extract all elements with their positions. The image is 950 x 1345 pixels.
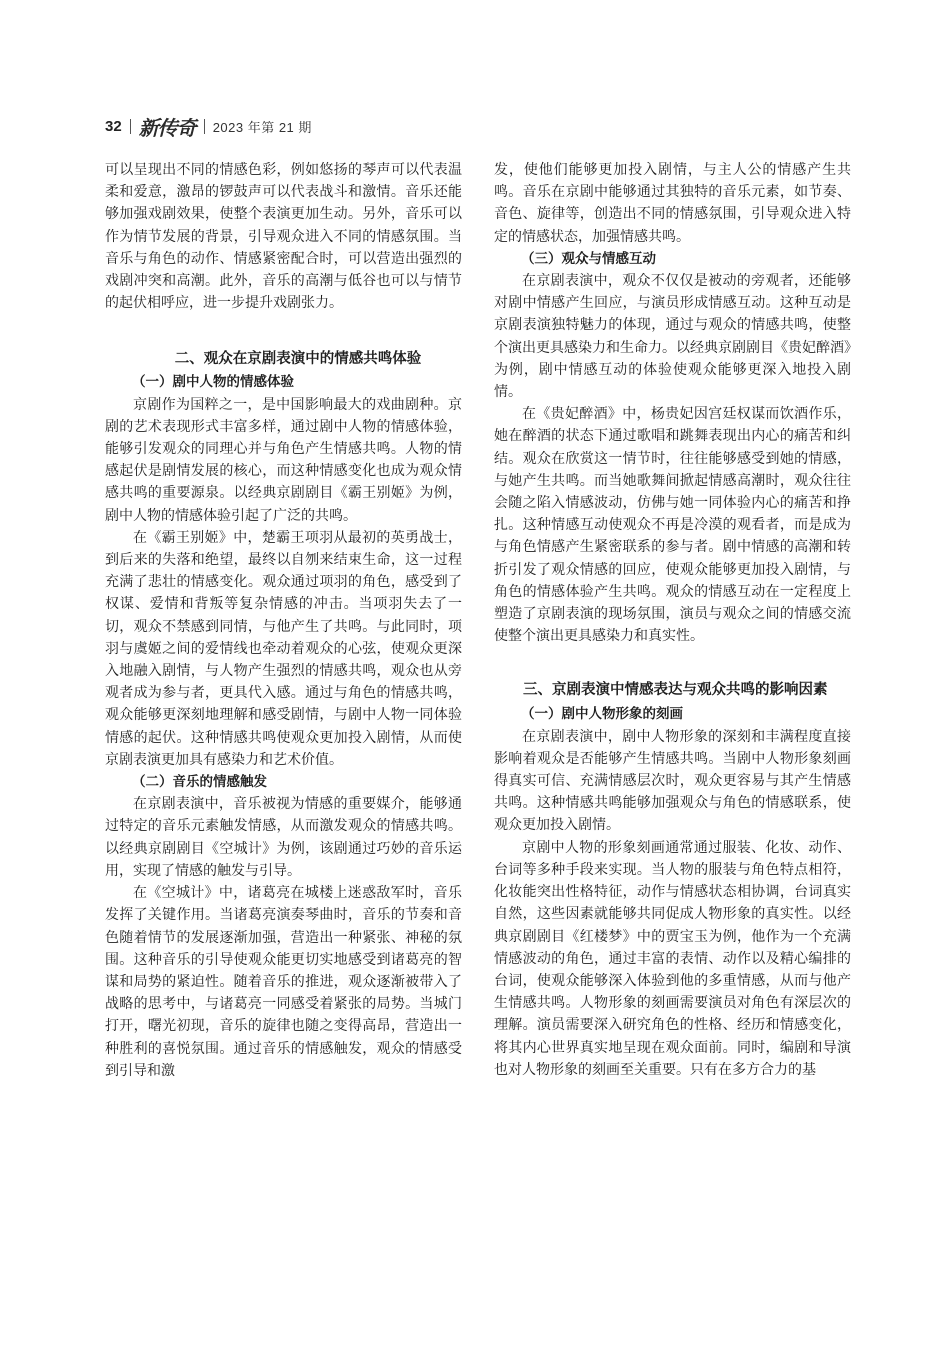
- journal-logo: 新传奇: [138, 115, 196, 140]
- subsection-heading: （一）剧中人物的情感体验: [132, 374, 294, 391]
- header-divider: [130, 119, 131, 134]
- paragraph: 京剧中人物的形象刻画通常通过服装、化妆、动作、台词等多种手段来实现。当人物的服装与角色特点相符，化妆能突出性格特征，动作与情感状态相协调，台词真实自然，这些因素就能够共同促成人物形象的真实性。以经典京剧剧目《红楼梦》中的贾宝玉为例，他作为一个充满情感波动的角色，通过丰富的表情、动作以及精心编排的台词，使观众能够深入体验到他的多重情感，从而与他产生情感共鸣。人物形象的刻画需要演员对角色有深层次的理解。演员需要深入研究角色的性格、经历和情感变化，将其内心世界真实地呈现在观众面前。同时，编剧和导演也对人物形象的刻画至关重要。只有在多方合力的基: [494, 839, 851, 1078]
- section-spacer: [494, 647, 851, 677]
- page-header: [105, 108, 312, 144]
- paragraph: 京剧作为国粹之一，是中国影响最大的戏曲剧种。京剧的艺术表现形式丰富多样，通过剧中人物的情感体验，能够引发观众的同理心并与角色产生情感共鸣。人物的情感起伏是剧情发展的核心，而这种情感变化也成为观众情感共鸣的重要源泉。以经典京剧剧目《霸王别姬》为例，剧中人物的情感体验引起了广泛的共鸣。: [105, 396, 462, 524]
- page-number: 32: [105, 117, 122, 135]
- subsection-heading: （三）观众与情感互动: [521, 250, 656, 267]
- paragraph: 在京剧表演中，观众不仅仅是被动的旁观者，还能够对剧中情感产生回应，与演员形成情感互动。这种互动是京剧表演独特魅力的体现，通过与观众的情感共鸣，使整个演出更具感染力和生命力。以经典京剧剧目《贵妃醉酒》为例，剧中情感互动的体验使观众能够更深入地投入剧情。: [494, 273, 851, 401]
- paragraph: 发，使他们能够更加投入剧情，与主人公的情感产生共鸣。音乐在京剧中能够通过其独特的音乐元素，如节奏、音色、旋律等，创造出不同的情感氛围，引导观众进入特定的情感状态，加强情感共鸣。: [494, 162, 851, 245]
- paragraph: 在《空城计》中，诸葛亮在城楼上迷惑敌军时，音乐发挥了关键作用。当诸葛亮演奏琴曲时，音乐的节奏和音色随着情节的发展逐渐加强，营造出一种紧张、神秘的氛围。这种音乐的引导使观众能更切实地感受到诸葛亮的智谋和局势的紧迫性。随着音乐的推进，观众逐渐被带入了战略的思考中，与诸葛亮一同感受着紧张的局势。当城门打开，曙光初现，音乐的旋律也随之变得高昂，营造出一种胜利的喜悦氛围。通过音乐的情感触发，观众的情感受到引导和激: [105, 885, 462, 1079]
- paragraph: 在京剧表演中，剧中人物形象的深刻和丰满程度直接影响着观众是否能够产生情感共鸣。当剧中人物形象刻画得真实可信、充满情感层次时，观众更容易与其产生情感共鸣。这种情感共鸣能够加强观众与角色的情感联系，使观众更加投入剧情。: [494, 728, 851, 834]
- subsection-heading: （二）音乐的情感触发: [132, 774, 267, 791]
- left-column: [105, 159, 462, 1082]
- section-heading: 二、观众在京剧表演中的情感共鸣体验: [174, 351, 422, 368]
- paragraph: 可以呈现出不同的情感色彩，例如悠扬的琴声可以代表温柔和爱意，激昂的锣鼓声可以代表战斗和激情。音乐还能够加强戏剧效果，使整个表演更加生动。另外，音乐可以作为情节发展的背景，引导观众进入不同的情感氛围。当音乐与角色的动作、情感紧密配合时，可以营造出强烈的戏剧冲突和高潮。此外，音乐的高潮与低谷也可以与情节的起伏相呼应，进一步提升戏剧张力。: [105, 162, 462, 312]
- paragraph: 在京剧表演中，音乐被视为情感的重要媒介，能够通过特定的音乐元素触发情感，从而激发观众的情感共鸣。以经典京剧剧目《空城计》为例，该剧通过巧妙的音乐运用，实现了情感的触发与引导。: [105, 796, 462, 879]
- section-heading: 三、京剧表演中情感表达与观众共鸣的影响因素: [523, 682, 828, 699]
- subsection-heading: （一）剧中人物形象的刻画: [521, 706, 683, 723]
- paragraph: 在《霸王别姬》中，楚霸王项羽从最初的英勇战士，到后来的失落和绝望，最终以自刎来结束生命，这一过程充满了悲壮的情感变化。观众通过项羽的角色，感受到了权谋、爱情和背叛等复杂情感的冲击。当项羽失去了一切，观众不禁感到同情，与他产生了共鸣。与此同时，项羽与虞姬之间的爱情线也牵动着观众的心弦，使观众更深入地融入剧情，与人物产生强烈的情感共鸣，观众也从旁观者成为参与者，更具代入感。通过与角色的情感共鸣，观众能够更深刻地理解和感受剧情，与剧中人物一同体验情感的起伏。这种情感共鸣使观众更加投入剧情，从而使京剧表演更加具有感染力和艺术价值。: [105, 529, 462, 768]
- issue-label: 2023 年第 21 期: [212, 119, 312, 135]
- right-column: [494, 159, 851, 1081]
- section-spacer: [105, 314, 462, 347]
- paragraph: 在《贵妃醉酒》中，杨贵妃因宫廷权谋而饮酒作乐，她在醉酒的状态下通过歌唱和跳舞表现出内心的痛苦和纠结。观众在欣赏这一情节时，往往能够感受到她的情感，与她产生共鸣。而当她歌舞间掀起情感高潮时，观众往往会随之陷入情感波动，仿佛与她一同体验内心的痛苦和挣扎。这种情感互动使观众不再是冷漠的观看者，而是成为与角色情感产生紧密联系的参与者。剧中情感的高潮和转折引发了观众情感的回应，使观众能够更加投入剧情，与角色的情感体验产生共鸣。观众的情感互动在一定程度上塑造了京剧表演的现场氛围，演员与观众之间的情感交流使整个演出更具感染力和真实性。: [494, 406, 851, 645]
- header-divider: [204, 119, 205, 134]
